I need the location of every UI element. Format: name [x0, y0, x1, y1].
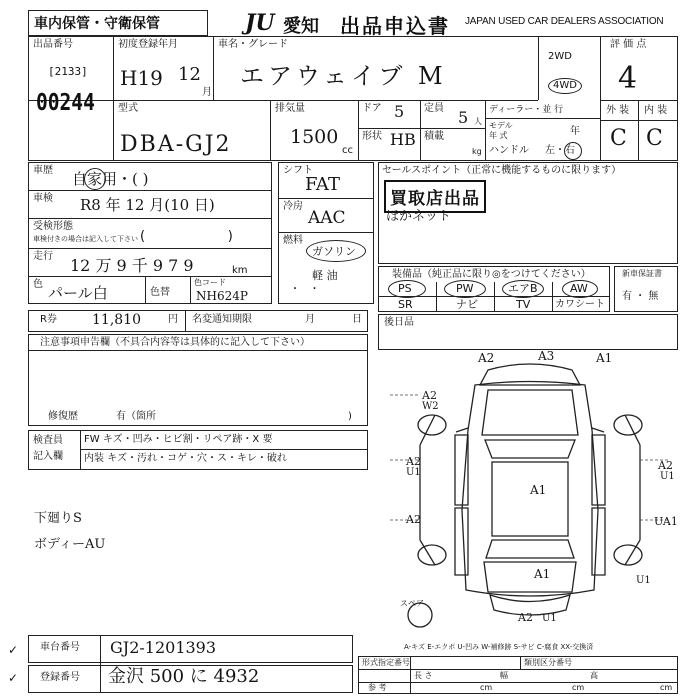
score-value: 4 [618, 61, 638, 96]
mark-a1-roof: A1 [530, 483, 547, 497]
mark-a2-left-low: A2 [406, 513, 421, 526]
receive-sub: 車検付きの場合は記入して下さい [33, 235, 138, 243]
height-unit: cm [660, 683, 673, 692]
receive-label: 受検形態 [33, 221, 73, 232]
interior-value: C [646, 126, 663, 151]
mileage-value: 12 万 9 千 9 7 9 [70, 256, 194, 275]
type-label: 型式 [118, 103, 138, 114]
load-unit: kg [472, 147, 482, 156]
handle-right-circle [564, 142, 582, 160]
mark-a3-front: A3 [538, 349, 555, 363]
exterior-label: 外 装 [606, 105, 630, 116]
shape-label: 形状 [362, 131, 382, 142]
equip-sr: SR [398, 298, 413, 311]
mileage-label: 走行 [33, 251, 53, 262]
lot-label: 出品番号 [33, 39, 73, 50]
association-name: JAPAN USED CAR DEALERS ASSOCIATION [465, 16, 664, 27]
inspector-label1: 検査員 [33, 435, 63, 446]
due-day: 日 [352, 314, 362, 325]
equip-ps-circle [388, 280, 426, 298]
note-body: ボディーAU [34, 537, 106, 552]
private-use-circle [84, 168, 106, 190]
inspection-label: 車検 [33, 193, 53, 204]
color-value: パール白 [48, 284, 108, 302]
length-label: 長 さ [414, 671, 433, 680]
equip-navi: ナビ [456, 298, 478, 311]
equipment-label: 装備品（純正品に限り◎をつけてください） [392, 269, 591, 280]
color-swap-label: 色替 [150, 287, 170, 298]
lot-number: 00244 [36, 90, 95, 116]
mark-u1-rear: U1 [542, 613, 557, 624]
displacement-unit: cc [342, 145, 353, 156]
equip-aw-circle [562, 280, 598, 298]
repair-value: 有（箇所 [116, 411, 156, 422]
reg-value: 金沢 500 に 4932 [108, 666, 260, 687]
inspection-value: R8 年 12 月(10 日) [80, 196, 215, 214]
load-label: 積載 [424, 131, 444, 142]
inspector-label2: 記入欄 [33, 451, 63, 462]
history-label: 車歴 [33, 165, 53, 176]
mark-ua1-right-low: UA1 [654, 515, 678, 528]
capacity-value: 5 [458, 108, 469, 127]
due-month: 月 [305, 314, 315, 325]
logo-mark: JU [245, 10, 275, 36]
mark-u1-rear-right: U1 [636, 575, 651, 586]
warranty-value: 有 ・ 無 [622, 291, 659, 302]
shift-label: シフト [283, 165, 313, 176]
chassis-label: 車台番号 [40, 642, 80, 653]
model-label: 車名・グレード [218, 39, 288, 50]
sales-stamp: 買取店出品 [384, 180, 486, 213]
mark-a1-rear: A1 [534, 567, 551, 581]
fw-row: FW キズ・凹み・ヒビ割・リペア跡・X 要 [84, 434, 273, 445]
height-label: 高 [590, 671, 598, 680]
equip-airbag-circle [502, 280, 544, 298]
equip-airbag: エアB [508, 282, 538, 295]
handle-label: ハンドル [489, 145, 529, 156]
handle-value: 左・右 [545, 145, 575, 156]
ac-value: AAC [308, 208, 346, 228]
reg-label: 登録番号 [40, 672, 80, 683]
capacity-label: 定員 [424, 103, 444, 114]
type-value: DBA-GJ2 [120, 132, 232, 157]
color-code-label: 色コード [194, 278, 226, 287]
repair-label: 修復歴 [48, 411, 78, 422]
mark-u1-right-mid: U1 [660, 471, 675, 482]
score-label: 評 価 点 [610, 39, 647, 50]
mark-a2-front: A2 [478, 351, 495, 365]
equip-tv: TV [516, 298, 531, 311]
warranty-label: 新車保証書 [622, 269, 662, 278]
fuel-diesel: 軽 油 [312, 269, 338, 282]
form-number-label: 形式指定番号 [362, 658, 410, 667]
ac-label: 冷房 [283, 201, 303, 212]
year-unit: 年 [570, 126, 580, 137]
mark-w2-left: W2 [422, 401, 439, 412]
gas-circle [306, 240, 366, 262]
fuel-gas: ガソリン [312, 245, 356, 258]
check-mark-1: ✓ [8, 643, 19, 657]
damage-legend: A-キズ E-エクボ U-凹み W-補修跡 S-サビ C-腐食 XX-交換済 [404, 643, 594, 651]
equip-aw: AW [570, 282, 588, 295]
door-label: ドア [362, 103, 382, 114]
sales-label: セールスポイント（正常に機能するものに限ります） [382, 165, 622, 176]
door-value: 5 [394, 102, 405, 121]
shift-value: FAT [305, 174, 340, 195]
mark-a2-right-mid: A2 [658, 459, 673, 472]
mark-a1-front: A1 [596, 351, 613, 365]
first-reg-label: 初度登録年月 [118, 39, 178, 50]
fuel-dots: ・ ・ [290, 284, 320, 295]
mark-a2-left-mid: A2 [406, 455, 421, 468]
mark-a2-rear: A2 [518, 611, 533, 624]
note-underbody: 下廻りS [34, 511, 82, 526]
color-label: 色 [33, 279, 43, 290]
r-ticket-label: R券 [40, 314, 57, 325]
exterior-value: C [610, 126, 627, 151]
displacement-label: 排気量 [275, 103, 305, 114]
equip-pw: PW [456, 282, 474, 295]
drive-2wd: 2WD [548, 51, 572, 62]
category-label: 類別区分番号 [524, 658, 572, 667]
check-mark-2: ✓ [8, 671, 19, 685]
fuel-label: 燃料 [283, 235, 303, 246]
repair-close: ) [348, 411, 352, 422]
note-label: 参 考 [368, 683, 387, 692]
spare-label: スペア [400, 599, 424, 608]
length-unit: cm [480, 683, 493, 692]
displacement-value: 1500 [290, 126, 339, 148]
equip-pw-circle [444, 280, 486, 298]
model-year-label: モデル [489, 121, 513, 130]
model-value: エアウェイブ M [240, 62, 447, 90]
after-label: 後日品 [384, 317, 414, 328]
dealer-label: ディーラー・並 行 [489, 105, 564, 115]
drive-4wd: 4WD [548, 78, 582, 94]
due-label: 名変通知期限 [192, 314, 252, 325]
width-unit: cm [572, 683, 585, 692]
mileage-unit: km [232, 265, 248, 276]
r-ticket-unit: 円 [168, 314, 178, 325]
reg-month: 12 [178, 64, 201, 85]
r-ticket-value: 11,810 [92, 312, 141, 328]
equip-ps: PS [398, 282, 412, 295]
equip-seat: カワシート [555, 299, 605, 310]
logo-text: 愛知 [283, 16, 319, 37]
form-title: 出品申込書 [340, 14, 450, 38]
sales-note: ほかネット [386, 209, 452, 224]
interior-label: 内 装 [644, 105, 668, 116]
mark-u1-left-mid: U1 [406, 467, 421, 478]
shape-value: HB [390, 130, 416, 149]
month-unit: 月 [202, 87, 212, 98]
model-year-label2: 年 式 [489, 131, 508, 140]
storage-label: 車内保管・守衛保管 [28, 10, 208, 36]
mark-a2-left-top: A2 [422, 389, 437, 402]
width-label: 幅 [500, 671, 508, 680]
capacity-unit: 人 [474, 117, 482, 126]
color-code-value: NH624P [196, 289, 248, 303]
reg-era: H19 [120, 66, 163, 90]
lot-sub: [2133] [48, 65, 88, 78]
notes-label: 注意事項申告欄（不具合内容等は具体的に記入して下さい） [40, 337, 310, 348]
receive-paren: ( ) [140, 229, 233, 244]
chassis-value: GJ2-1201393 [110, 638, 217, 657]
history-value: 自家用・( ) [72, 170, 149, 188]
interior-row: 内装 キズ・汚れ・コゲ・穴・ス・キレ・破れ [84, 453, 287, 464]
